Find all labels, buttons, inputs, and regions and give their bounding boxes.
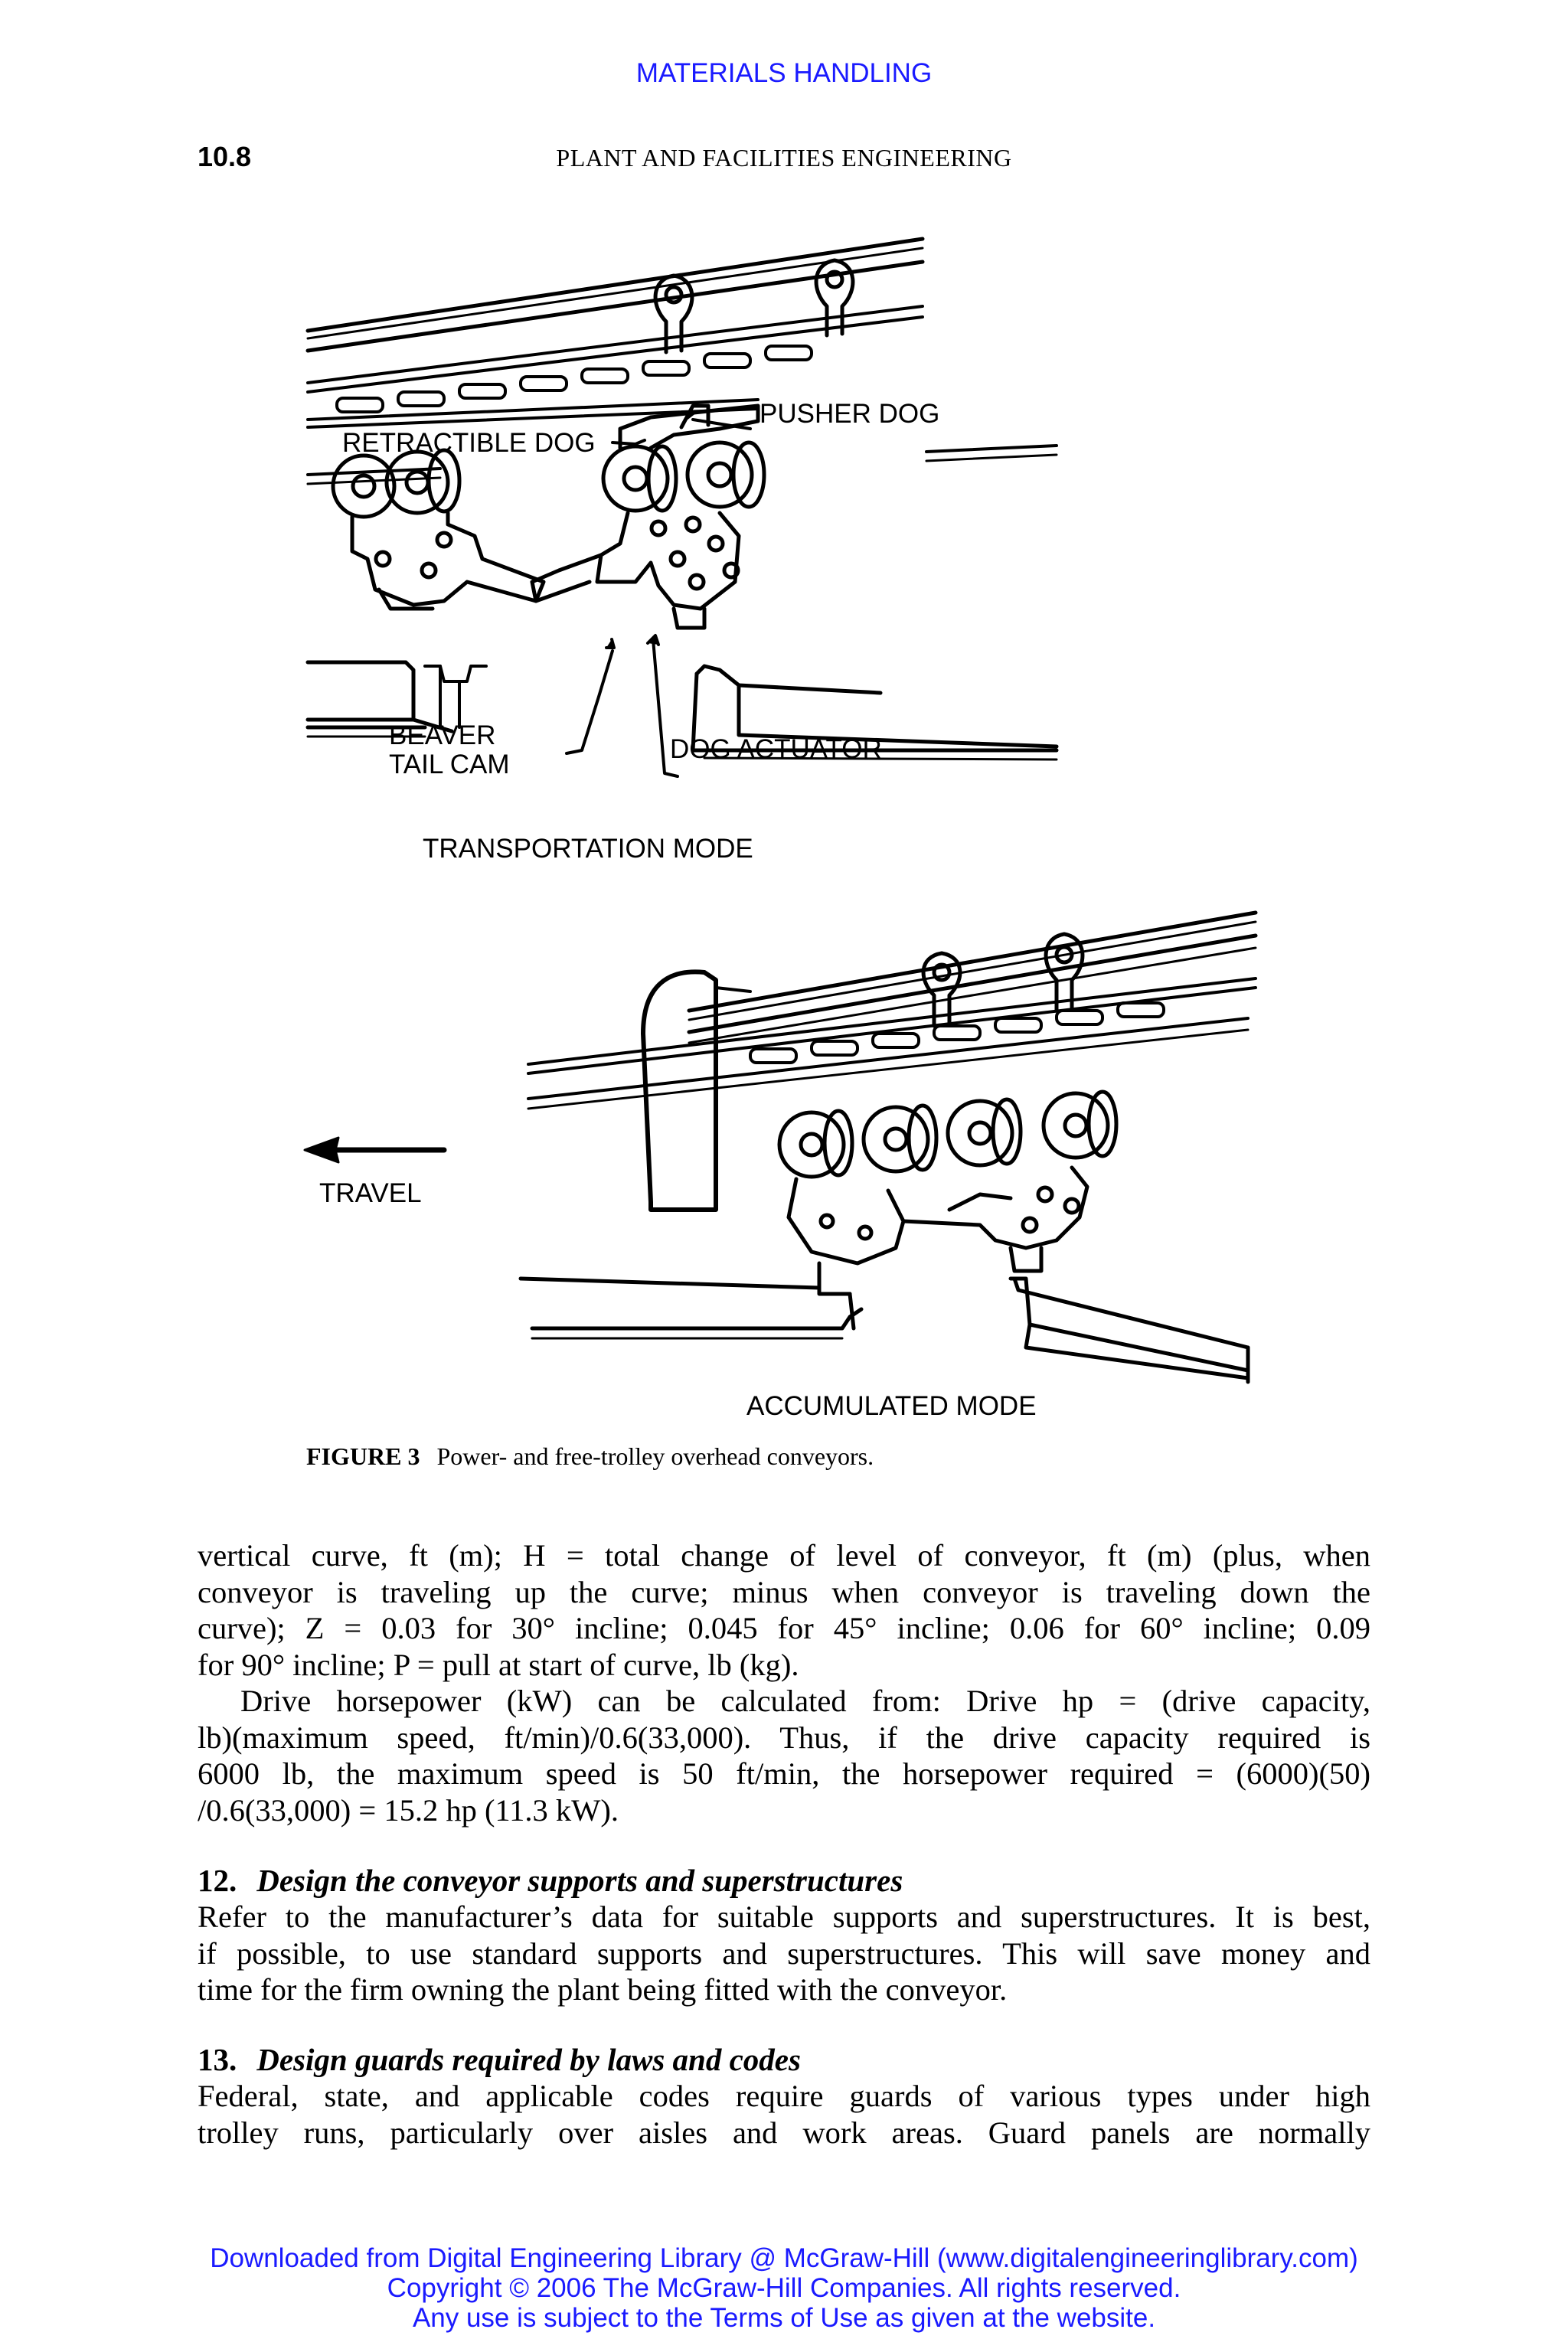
section-number: 13. — [198, 2042, 237, 2077]
figure-caption — [306, 1442, 874, 1471]
label-accumulated-mode: ACCUMULATED MODE — [746, 1391, 1037, 1421]
label-transportation-mode: TRANSPORTATION MODE — [423, 834, 753, 864]
accumulated-drawing — [305, 913, 1256, 1382]
section-title: Design the conveyor supports and superstructures — [256, 1863, 903, 1898]
text-line: Federal, state, and applicable codes require guards of various types under high — [198, 2079, 1370, 2113]
label-dog-actuator: DOG ACTUATOR — [670, 734, 882, 764]
footer-copyright[interactable]: Copyright © 2006 The McGraw-Hill Companies. All rights reserved. — [387, 2273, 1181, 2303]
section-title: Design guards required by laws and codes — [256, 2042, 801, 2077]
text-line: trolley runs, particularly over aisles and work areas. Guard panels are normally — [198, 2115, 1370, 2150]
text-line: /0.6(33,000) = 15.2 hp (11.3 kW). — [198, 1792, 619, 1828]
running-head: PLANT AND FACILITIES ENGINEERING — [556, 144, 1012, 172]
section-number: 12. — [198, 1863, 237, 1898]
section-12-body — [198, 1899, 1370, 2008]
label-pusher-dog: PUSHER DOG — [760, 399, 940, 429]
label-beaver: BEAVER — [389, 720, 496, 750]
paragraph-curve-variables — [198, 1537, 1370, 1683]
text-line: lb)(maximum speed, ft/min)/0.6(33,000). Thus, if the drive capacity required is — [198, 1720, 1370, 1755]
text-line: if possible, to use standard supports and superstructures. This will save money and — [198, 1936, 1370, 1971]
paragraph-drive-horsepower — [198, 1683, 1370, 1828]
figure-caption-text: Power- and free-trolley overhead conveyors. — [436, 1442, 874, 1470]
footer-download-link[interactable]: Downloaded from Digital Engineering Library @ McGraw-Hill (www.digitalengineeringlibrary.com) — [210, 2243, 1358, 2273]
text-line: time for the firm owning the plant being fitted with the conveyor. — [198, 1972, 1008, 2007]
page-number: 10.8 — [198, 141, 252, 172]
text-line: curve); Z = 0.03 for 30° incline; 0.045 for 45° incline; 0.06 for 60° incline; 0.09 — [198, 1611, 1370, 1645]
download-footer[interactable] — [0, 2243, 1568, 2333]
text-line: vertical curve, ft (m); H = total change of level of conveyor, ft (m) (plus, when — [198, 1538, 1370, 1573]
section-12-heading — [198, 1862, 903, 1899]
section-13-heading — [198, 2041, 801, 2078]
label-tail-cam: TAIL CAM — [389, 750, 510, 779]
text-line: Refer to the manufacturer’s data for suitable supports and superstructures. It is best, — [198, 1900, 1370, 1934]
section-13-body — [198, 2078, 1370, 2151]
text-line: 6000 lb, the maximum speed is 50 ft/min, the horsepower required = (6000)(50) — [198, 1756, 1370, 1791]
footer-terms[interactable]: Any use is subject to the Terms of Use as given at the website. — [412, 2303, 1156, 2333]
text-line: Drive horsepower (kW) can be calculated from: Drive hp = (drive capacity, — [240, 1684, 1370, 1718]
text-line: for 90° incline; P = pull at start of curve, lb (kg). — [198, 1647, 799, 1682]
label-retractible-dog: RETRACTIBLE DOG — [342, 428, 596, 458]
transportation-drawing — [308, 239, 1057, 776]
text-line: conveyor is traveling up the curve; minus when conveyor is traveling down the — [198, 1574, 1370, 1609]
top-banner[interactable]: MATERIALS HANDLING — [635, 58, 933, 88]
label-travel: TRAVEL — [319, 1178, 422, 1208]
figure-caption-label: FIGURE 3 — [306, 1442, 420, 1470]
conveyor-figure — [291, 222, 1286, 1421]
